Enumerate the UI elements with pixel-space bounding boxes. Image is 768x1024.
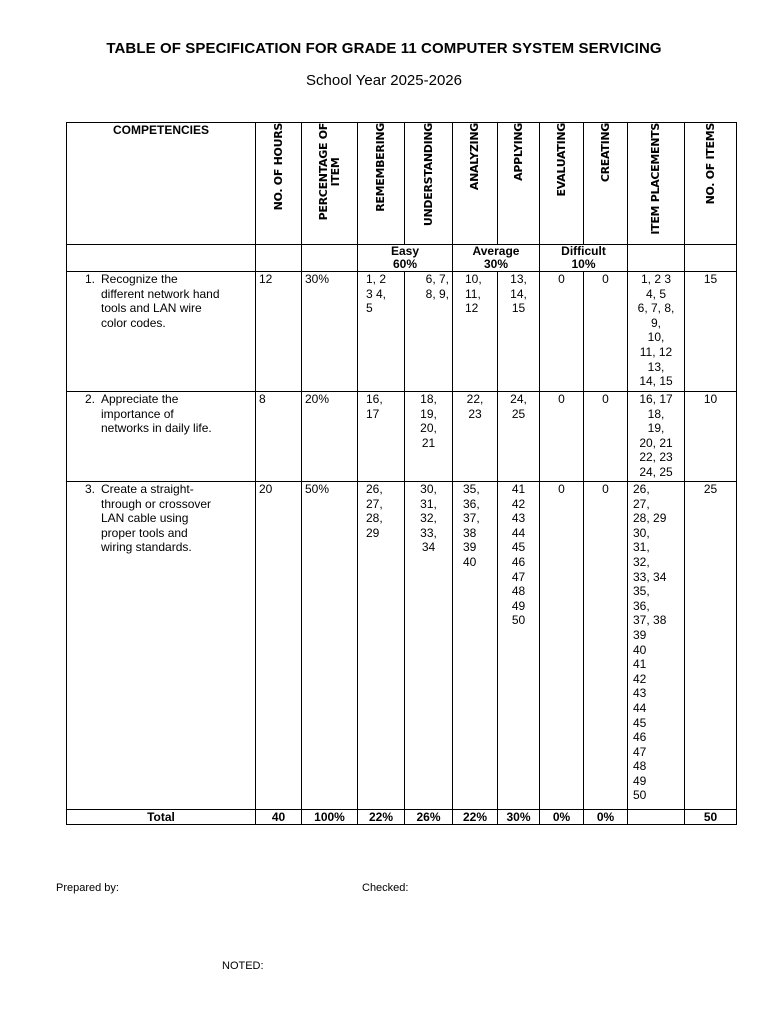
understanding-cell: 30, 31, 32, 33, 34 <box>405 482 453 810</box>
total-row <box>67 810 737 825</box>
table-row <box>67 272 737 392</box>
competency-cell <box>67 482 256 810</box>
items-cell: 25 <box>685 482 737 810</box>
placements-cell: 16, 17 18, 19, 20, 21 22, 23 24, 25 <box>628 392 685 482</box>
difficulty-row <box>67 245 737 272</box>
total-label: Total <box>67 810 256 825</box>
remembering-cell: 1, 2 3 4, 5 <box>358 272 405 392</box>
level-average: Average 30% <box>453 245 540 272</box>
noted-label: NOTED: <box>222 960 264 972</box>
header-hours: NO. OF HOURS <box>256 123 302 245</box>
evaluating-cell: 0 <box>540 272 584 392</box>
total-hours: 40 <box>256 810 302 825</box>
school-year: School Year 2025-2026 <box>306 72 462 89</box>
hours-cell: 20 <box>256 482 302 810</box>
placements-cell: 26, 27, 28, 29 30, 31, 32, 33, 34 35, 36, 37, 38 39 40 41 42 43 44 45 46 47 48 49 50 <box>628 482 685 810</box>
evaluating-cell: 0 <box>540 482 584 810</box>
header-applying: APPLYING <box>498 123 540 245</box>
hours-cell: 8 <box>256 392 302 482</box>
total-understanding: 26% <box>405 810 453 825</box>
creating-cell: 0 <box>584 272 628 392</box>
total-remembering: 22% <box>358 810 405 825</box>
total-analyzing: 22% <box>453 810 498 825</box>
header-remembering: REMEMBERING <box>358 123 405 245</box>
analyzing-cell: 35, 36, 37, 38 39 40 <box>453 482 498 810</box>
competency-number: 1. <box>84 272 95 286</box>
percentage-cell: 20% <box>302 392 358 482</box>
table-row <box>67 482 737 810</box>
total-applying: 30% <box>498 810 540 825</box>
header-items: NO. OF ITEMS <box>685 123 737 245</box>
applying-cell: 41 42 43 44 45 46 47 48 49 50 <box>498 482 540 810</box>
total-percentage: 100% <box>302 810 358 825</box>
competency-text: Appreciate the importance of networks in daily life. <box>101 392 212 436</box>
table-row <box>67 392 737 482</box>
blank-cell <box>256 245 302 272</box>
level-easy: Easy 60% <box>358 245 453 272</box>
blank-cell <box>685 245 737 272</box>
percentage-cell: 50% <box>302 482 358 810</box>
blank-cell <box>67 245 256 272</box>
level-difficult: Difficult 10% <box>540 245 628 272</box>
analyzing-cell: 10, 11, 12 <box>453 272 498 392</box>
competency-cell <box>67 392 256 482</box>
header-evaluating: EVALUATING <box>540 123 584 245</box>
evaluating-cell: 0 <box>540 392 584 482</box>
competency-number: 3. <box>84 482 95 496</box>
specification-table <box>66 122 737 825</box>
header-understanding: UNDERSTANDING <box>405 123 453 245</box>
creating-cell: 0 <box>584 392 628 482</box>
blank-cell <box>302 245 358 272</box>
total-creating: 0% <box>584 810 628 825</box>
remembering-cell: 16, 17 <box>358 392 405 482</box>
blank-cell <box>628 245 685 272</box>
placements-cell: 1, 2 3 4, 5 6, 7, 8, 9, 10, 11, 12 13, 14, 15 <box>628 272 685 392</box>
header-placements: ITEM PLACEMENTS <box>628 123 685 245</box>
competency-text: Recognize the different network hand tools and LAN wire color codes. <box>101 272 220 330</box>
applying-cell: 24, 25 <box>498 392 540 482</box>
header-competencies: COMPETENCIES <box>67 123 256 245</box>
header-row <box>67 123 737 245</box>
header-percentage: PERCENTAGE OF ITEM <box>302 123 358 245</box>
applying-cell: 13, 14, 15 <box>498 272 540 392</box>
competency-number: 2. <box>84 392 95 406</box>
header-analyzing: ANALYZING <box>453 123 498 245</box>
items-cell: 15 <box>685 272 737 392</box>
header-creating: CREATING <box>584 123 628 245</box>
total-placements <box>628 810 685 825</box>
total-evaluating: 0% <box>540 810 584 825</box>
understanding-cell: 18, 19, 20, 21 <box>405 392 453 482</box>
remembering-cell: 26, 27, 28, 29 <box>358 482 405 810</box>
understanding-cell: 6, 7, 8, 9, <box>405 272 453 392</box>
checked-label: Checked: <box>362 882 409 894</box>
competency-text: Create a straight-through or crossover LAN cable using proper tools and wiring standards. <box>101 482 212 555</box>
analyzing-cell: 22, 23 <box>453 392 498 482</box>
percentage-cell: 30% <box>302 272 358 392</box>
competency-cell <box>67 272 256 392</box>
prepared-by-label: Prepared by: <box>56 882 119 894</box>
creating-cell: 0 <box>584 482 628 810</box>
hours-cell: 12 <box>256 272 302 392</box>
total-items: 50 <box>685 810 737 825</box>
document-title: TABLE OF SPECIFICATION FOR GRADE 11 COMPUTER SYSTEM SERVICING <box>106 40 662 57</box>
items-cell: 10 <box>685 392 737 482</box>
